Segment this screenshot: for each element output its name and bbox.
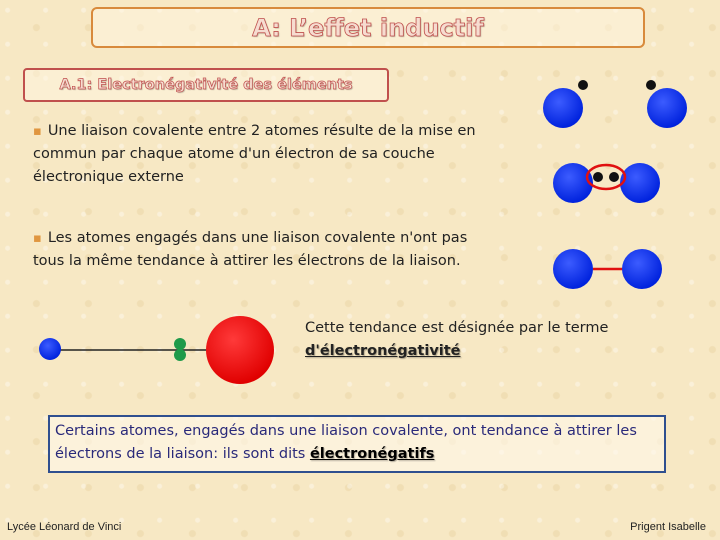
- electron-pair-ring: [587, 165, 625, 189]
- paragraph-2-text: Les atomes engagés dans une liaison covalente n'ont pas tous la même tendance à attirer les électrons de la liaison.: [33, 230, 468, 269]
- electron-dot: [578, 80, 588, 90]
- bullet-icon: ▪: [33, 231, 42, 246]
- large-red-atom: [206, 316, 274, 384]
- blue-atom: [543, 88, 583, 128]
- electron-dot: [646, 80, 656, 90]
- electron-dot: [593, 172, 603, 182]
- blue-atom: [620, 163, 660, 203]
- footer-author: Prigent Isabelle: [630, 521, 706, 533]
- slide-title: A: L’effet inductif: [252, 13, 484, 42]
- covalent-bond-diagram: [553, 249, 662, 289]
- polarized-bond-diagram: [39, 316, 274, 384]
- small-blue-atom: [39, 338, 61, 360]
- blue-atom: [553, 163, 593, 203]
- footer-school: Lycée Léonard de Vinci: [7, 521, 122, 533]
- blue-atom: [647, 88, 687, 128]
- blue-atom: [622, 249, 662, 289]
- bullet-icon: ▪: [33, 124, 42, 139]
- definition-term: électronégatifs: [309, 446, 435, 462]
- shared-pair-diagram: [553, 163, 660, 203]
- electronegativity-term: d'électronégativité: [305, 343, 461, 359]
- separate-atoms-diagram: [543, 80, 687, 128]
- electronegativity-prefix: Cette tendance est désignée par le terme: [305, 320, 609, 336]
- paragraph-1-text: Une liaison covalente entre 2 atomes résulte de la mise en commun par chaque atome d'un électron de sa couche électronique externe: [33, 123, 476, 185]
- electron-dot: [174, 349, 186, 361]
- blue-atom: [553, 249, 593, 289]
- electron-dot: [174, 338, 186, 350]
- definition-text: Certains atomes, engagés dans une liaison covalente, ont tendance à attirer les électrons de la liaison: ils sont dits: [55, 423, 637, 462]
- electron-dot: [609, 172, 619, 182]
- section-subtitle: A.1: Electronégativité des éléments: [59, 77, 353, 93]
